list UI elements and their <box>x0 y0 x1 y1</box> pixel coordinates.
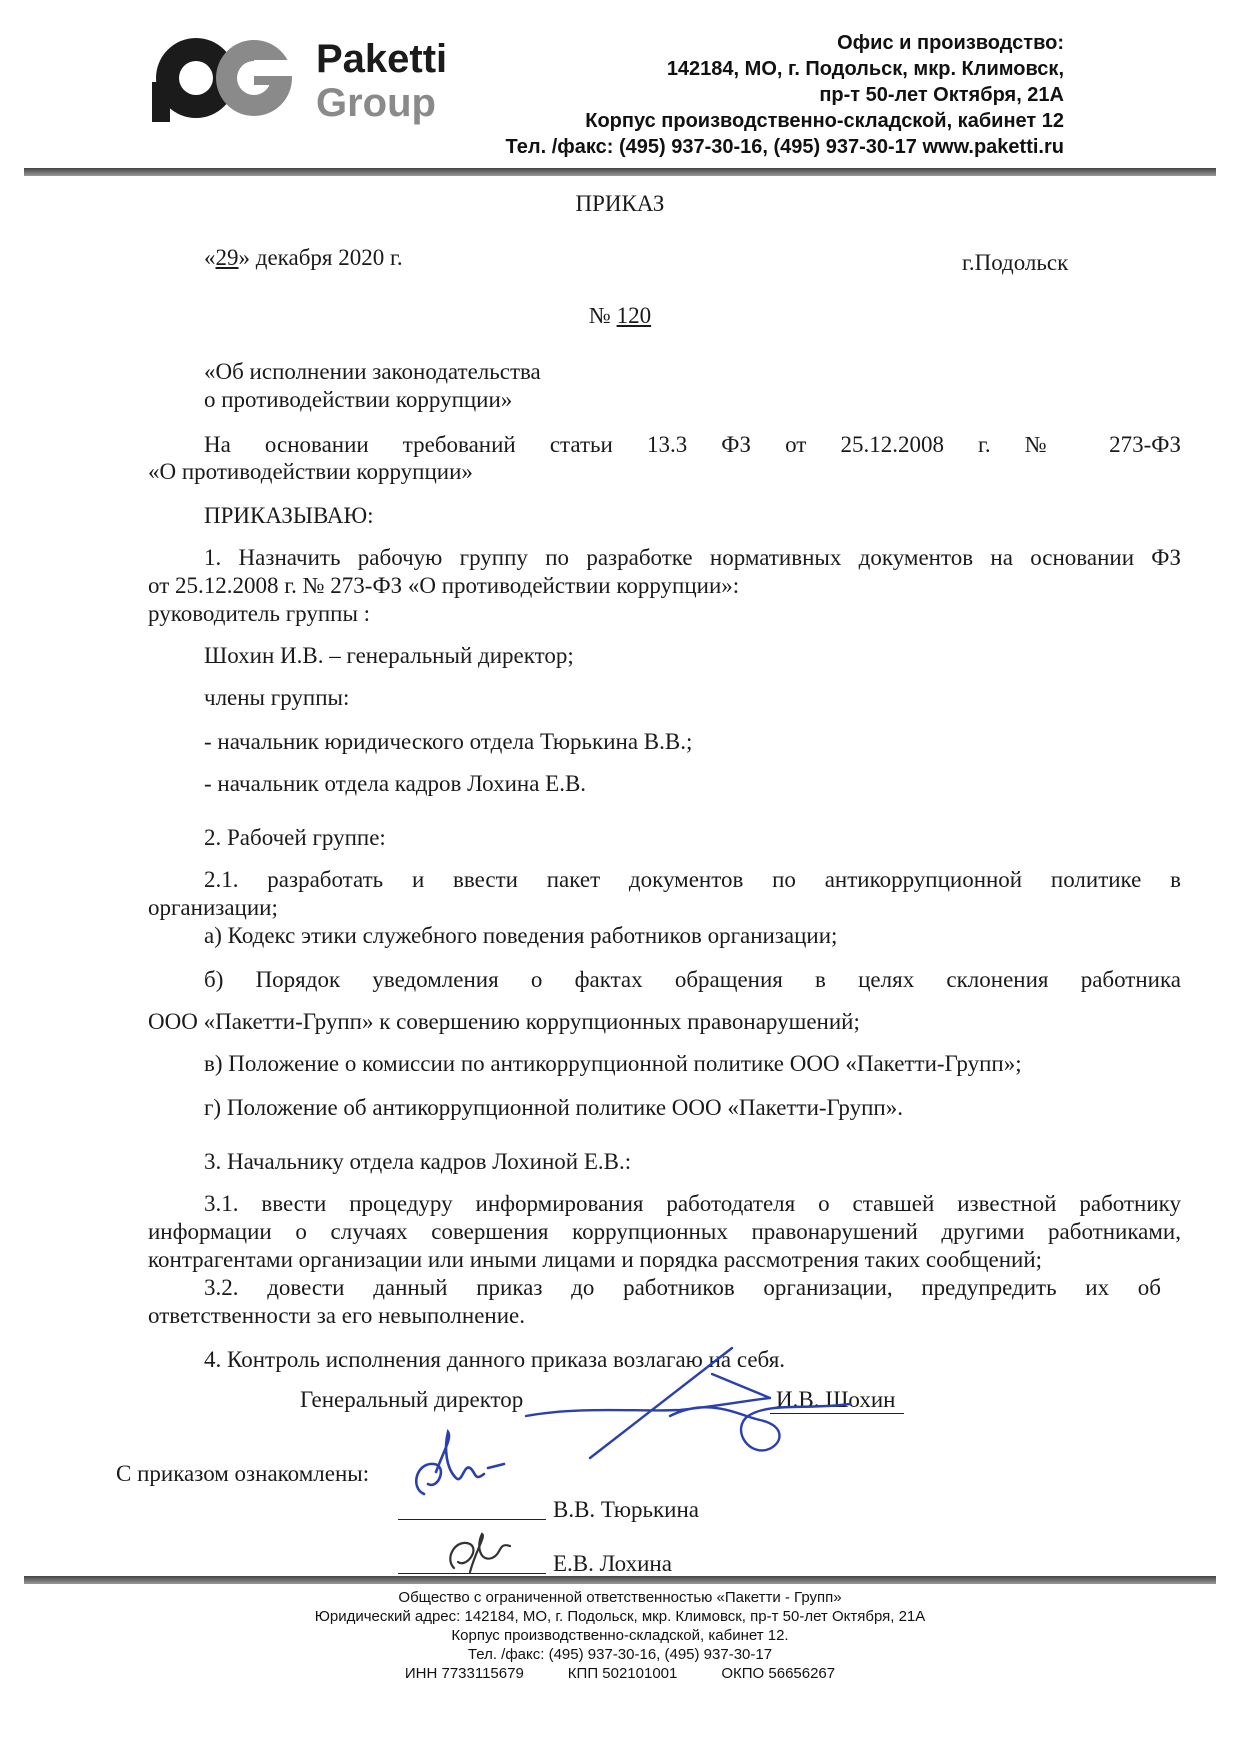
header-address-line: 142184, МО, г. Подольск, мкр. Климовск, <box>666 58 1064 80</box>
doc-title: ПРИКАЗ <box>575 191 665 216</box>
signee1-signature-icon <box>404 1428 514 1508</box>
signee2-name: Е.В. Лохина <box>553 1551 672 1576</box>
list-item-a: а) Кодекс этики служебного поведения работников организации; <box>204 923 838 948</box>
footer-okpo: ОКПО 56656267 <box>721 1665 836 1682</box>
group-member: - начальник отдела кадров Лохина Е.В. <box>204 771 587 796</box>
header-address-line: Корпус производственно-складской, кабинет 12 <box>585 110 1064 132</box>
footer-line: Общество с ограниченной ответственностью «Пакетти - Групп» <box>398 1589 842 1606</box>
date-day: 29 <box>215 245 239 270</box>
doc-city: г.Подольск <box>962 250 1069 275</box>
paragraph-3-2-line: 3.2. довести данный приказ до работников организации, предупредить их об <box>204 1275 1161 1300</box>
director-signature-icon <box>520 1346 860 1466</box>
doc-subject-line: «Об исполнении законодательства <box>204 359 541 384</box>
signee1-signature-line <box>398 1519 546 1520</box>
paragraph-1-line: руководитель группы : <box>148 601 371 626</box>
header-address-line: Тел. /факс: (495) 937-30-16, (495) 937-30-17 www.paketti.ru <box>505 136 1064 158</box>
acquainted-label: С приказом ознакомлены: <box>116 1461 370 1486</box>
group-head: Шохин И.В. – генеральный директор; <box>204 643 574 668</box>
footer-codes <box>0 1664 1240 1683</box>
paragraph-3-2-line: ответственности за его невыполнение. <box>148 1303 525 1328</box>
logo-text-paketti: Paketti <box>316 37 448 81</box>
signee2-signature-icon <box>440 1528 530 1578</box>
header-address <box>424 30 1064 160</box>
doc-subject-line: о противодействии коррупции» <box>204 387 513 412</box>
doc-number <box>0 302 1240 329</box>
doc-number-prefix: № <box>588 303 611 328</box>
paragraph-1-line: от 25.12.2008 г. № 273-ФЗ «О противодействии коррупции»: <box>148 573 740 598</box>
signee2-signature-line <box>398 1573 546 1574</box>
director-name: И.В. Шохин <box>776 1387 896 1412</box>
date-month-year: » декабря 2020 г. <box>238 245 403 270</box>
director-title: Генеральный директор <box>300 1387 524 1412</box>
list-item-b-line: б) Порядок уведомления о фактах обращения в целях склонения работника <box>204 967 1181 992</box>
paragraph-2-1-line: организации; <box>148 895 278 920</box>
paragraph-1-line: 1. Назначить рабочую группу по разработке нормативных документов на основании ФЗ <box>204 545 1181 570</box>
footer-inn: ИНН 7733115679 <box>404 1665 524 1682</box>
date-open-quote: « <box>204 245 216 270</box>
list-item-b-line: ООО «Пакетти-Групп» к совершению коррупционных правонарушений; <box>148 1009 860 1034</box>
footer-requisites <box>0 1588 1240 1683</box>
paragraph-3-1-line: контрагентами организации или иными лицами и порядка рассмотрения таких сообщений; <box>148 1247 1043 1272</box>
paragraph-3-1-line: 3.1. ввести процедуру информирования работодателя о ставшей известной работнику <box>204 1191 1181 1216</box>
doc-number-value: 120 <box>616 303 652 328</box>
basis-line: «О противодействии коррупции» <box>148 459 473 484</box>
paragraph-2-1-line: 2.1. разработать и ввести пакет документов по антикоррупционной политике в <box>204 867 1181 892</box>
footer-line: Тел. /факс: (495) 937-30-16, (495) 937-30-17 <box>467 1646 773 1663</box>
footer-line: Юридический адрес: 142184, МО, г. Подольск, мкр. Климовск, пр-т 50-лет Октября, 21А <box>314 1608 926 1625</box>
header-address-line: Офис и производство: <box>837 32 1064 54</box>
list-item-g: г) Положение об антикоррупционной политике ООО «Пакетти-Групп». <box>204 1095 903 1120</box>
footer-line: Корпус производственно-складской, кабинет 12. <box>451 1627 789 1644</box>
footer-kpp: КПП 502101001 <box>567 1665 678 1682</box>
order-word: ПРИКАЗЫВАЮ: <box>204 503 374 528</box>
paragraph-4: 4. Контроль исполнения данного приказа возлагаю на себя. <box>204 1347 786 1372</box>
members-label: члены группы: <box>204 685 350 710</box>
paragraph-2: 2. Рабочей группе: <box>204 825 386 850</box>
paragraph-3: 3. Начальнику отдела кадров Лохиной Е.В.: <box>204 1149 632 1174</box>
group-member: - начальник юридического отдела Тюрькина В.В.; <box>204 729 693 754</box>
footer-divider <box>24 1576 1216 1584</box>
list-item-v: в) Положение о комиссии по антикоррупционной политике ООО «Пакетти-Групп»; <box>204 1051 1022 1076</box>
basis-line: На основании требований статьи 13.3 ФЗ от 25.12.2008 г. № 273-ФЗ <box>204 432 1181 457</box>
paragraph-3-1-line: информации о случаях совершения коррупционных правонарушений другими работниками, <box>148 1219 1181 1244</box>
signee1-name: В.В. Тюрькина <box>553 1497 700 1522</box>
header-divider <box>24 168 1216 176</box>
header-address-line: пр-т 50-лет Октября, 21А <box>819 84 1064 106</box>
logo-text-group: Group <box>316 81 436 125</box>
doc-date <box>204 244 403 271</box>
